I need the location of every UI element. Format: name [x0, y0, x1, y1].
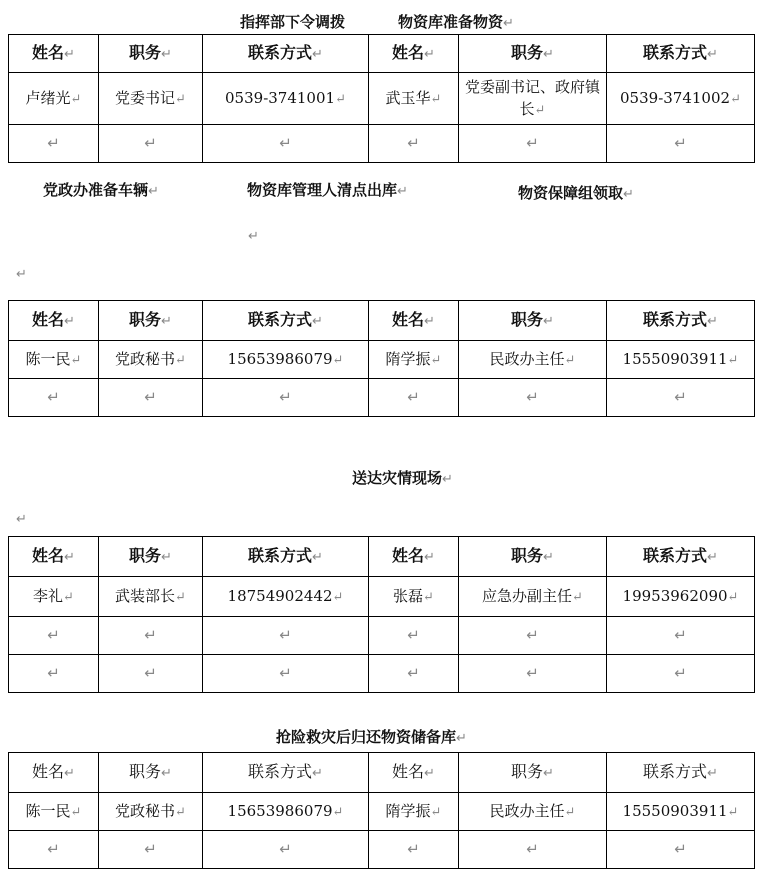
empty-cell: ↵: [99, 617, 203, 655]
header-name-2: 姓名↵: [369, 301, 459, 341]
cell-contact-2: 19953962090↵: [607, 577, 755, 617]
table-row: [9, 577, 755, 617]
cell-contact: 15653986079↵: [203, 341, 369, 379]
header-position-2: 职务↵: [459, 35, 607, 73]
empty-cell: ↵: [99, 379, 203, 417]
empty-cell: ↵: [607, 617, 755, 655]
empty-cell: ↵: [607, 655, 755, 693]
cell-position: 党政秘书↵: [99, 341, 203, 379]
header-contact-2: 联系方式↵: [607, 35, 755, 73]
paragraph-mark: ↵: [16, 512, 27, 527]
cell-name: 陈一民↵: [9, 341, 99, 379]
empty-cell: ↵: [203, 125, 369, 163]
contact-table-4: [8, 752, 755, 869]
header-position-2: 职务↵: [459, 753, 607, 793]
cell-name-2: 隋学振↵: [369, 341, 459, 379]
header-position-2: 职务↵: [459, 301, 607, 341]
table-row: [9, 125, 755, 163]
table-header-row: [9, 35, 755, 73]
empty-cell: ↵: [203, 831, 369, 869]
cell-position-2: 党委副书记、政府镇长↵: [459, 73, 607, 125]
cell-position: 武装部长↵: [99, 577, 203, 617]
header-position: 职务↵: [99, 301, 203, 341]
cell-contact-2: 15550903911↵: [607, 793, 755, 831]
header-name-2: 姓名↵: [369, 35, 459, 73]
table-row: [9, 655, 755, 693]
header-position-2: 职务↵: [459, 537, 607, 577]
table-row: [9, 73, 755, 125]
header-position: 职务↵: [99, 537, 203, 577]
header-contact: 联系方式↵: [203, 301, 369, 341]
header-contact: 联系方式↵: [203, 35, 369, 73]
contact-table-3: [8, 536, 755, 693]
header-position: 职务↵: [99, 753, 203, 793]
empty-cell: ↵: [9, 125, 99, 163]
empty-cell: ↵: [369, 655, 459, 693]
header-contact: 联系方式↵: [203, 537, 369, 577]
step-checkout-warehouse: 物资库管理人清点出库↵: [247, 181, 408, 199]
empty-cell: ↵: [369, 617, 459, 655]
empty-cell: ↵: [203, 379, 369, 417]
empty-cell: ↵: [459, 655, 607, 693]
header-name: 姓名↵: [9, 537, 99, 577]
empty-cell: ↵: [459, 617, 607, 655]
empty-cell: ↵: [9, 379, 99, 417]
title-command-allocate: 指挥部下令调拨: [240, 13, 346, 31]
table-header-row: [9, 753, 755, 793]
cell-contact-2: 15550903911↵: [607, 341, 755, 379]
cell-name-2: 张磊↵: [369, 577, 459, 617]
step-prepare-vehicle: 党政办准备车辆↵: [43, 181, 159, 199]
cell-contact: 0539-3741001↵: [203, 73, 369, 125]
cell-position: 党政秘书↵: [99, 793, 203, 831]
empty-cell: ↵: [607, 125, 755, 163]
header-name: 姓名↵: [9, 35, 99, 73]
table-row: [9, 793, 755, 831]
empty-cell: ↵: [99, 831, 203, 869]
empty-cell: ↵: [99, 125, 203, 163]
cell-position-2: 应急办副主任↵: [459, 577, 607, 617]
title-return-to-storage: 抢险救灾后归还物资储备库↵: [276, 728, 467, 746]
header-position: 职务↵: [99, 35, 203, 73]
table-header-row: [9, 537, 755, 577]
step-supply-pickup: 物资保障组领取↵: [518, 184, 634, 202]
empty-cell: ↵: [99, 655, 203, 693]
empty-cell: ↵: [369, 831, 459, 869]
header-name: 姓名↵: [9, 301, 99, 341]
empty-cell: ↵: [369, 125, 459, 163]
header-contact-2: 联系方式↵: [607, 301, 755, 341]
header-contact-2: 联系方式↵: [607, 537, 755, 577]
empty-cell: ↵: [459, 125, 607, 163]
empty-cell: ↵: [459, 831, 607, 869]
empty-cell: ↵: [203, 655, 369, 693]
cell-position-2: 民政办主任↵: [459, 341, 607, 379]
header-name: 姓名↵: [9, 753, 99, 793]
cell-name-2: 隋学振↵: [369, 793, 459, 831]
table-row: [9, 831, 755, 869]
paragraph-mark: ↵: [248, 229, 259, 244]
cell-name: 李礼↵: [9, 577, 99, 617]
header-contact: 联系方式↵: [203, 753, 369, 793]
cell-position: 党委书记↵: [99, 73, 203, 125]
cell-contact: 15653986079↵: [203, 793, 369, 831]
cell-name: 卢绪光↵: [9, 73, 99, 125]
header-name-2: 姓名↵: [369, 753, 459, 793]
contact-table-1: [8, 34, 755, 163]
title-deliver-disaster-site: 送达灾情现场↵: [352, 469, 453, 487]
paragraph-mark: ↵: [16, 267, 27, 282]
contact-table-2: [8, 300, 755, 417]
cell-position-2: 民政办主任↵: [459, 793, 607, 831]
cell-contact: 18754902442↵: [203, 577, 369, 617]
table-row: [9, 341, 755, 379]
empty-cell: ↵: [9, 655, 99, 693]
empty-cell: ↵: [607, 831, 755, 869]
cell-name-2: 武玉华↵: [369, 73, 459, 125]
cell-contact-2: 0539-3741002↵: [607, 73, 755, 125]
table-header-row: [9, 301, 755, 341]
cell-name: 陈一民↵: [9, 793, 99, 831]
empty-cell: ↵: [459, 379, 607, 417]
empty-cell: ↵: [369, 379, 459, 417]
empty-cell: ↵: [9, 831, 99, 869]
header-contact-2: 联系方式↵: [607, 753, 755, 793]
header-name-2: 姓名↵: [369, 537, 459, 577]
table-row: [9, 617, 755, 655]
empty-cell: ↵: [9, 617, 99, 655]
empty-cell: ↵: [203, 617, 369, 655]
empty-cell: ↵: [607, 379, 755, 417]
title-warehouse-prepare: 物资库准备物资↵: [398, 13, 514, 31]
table-row: [9, 379, 755, 417]
